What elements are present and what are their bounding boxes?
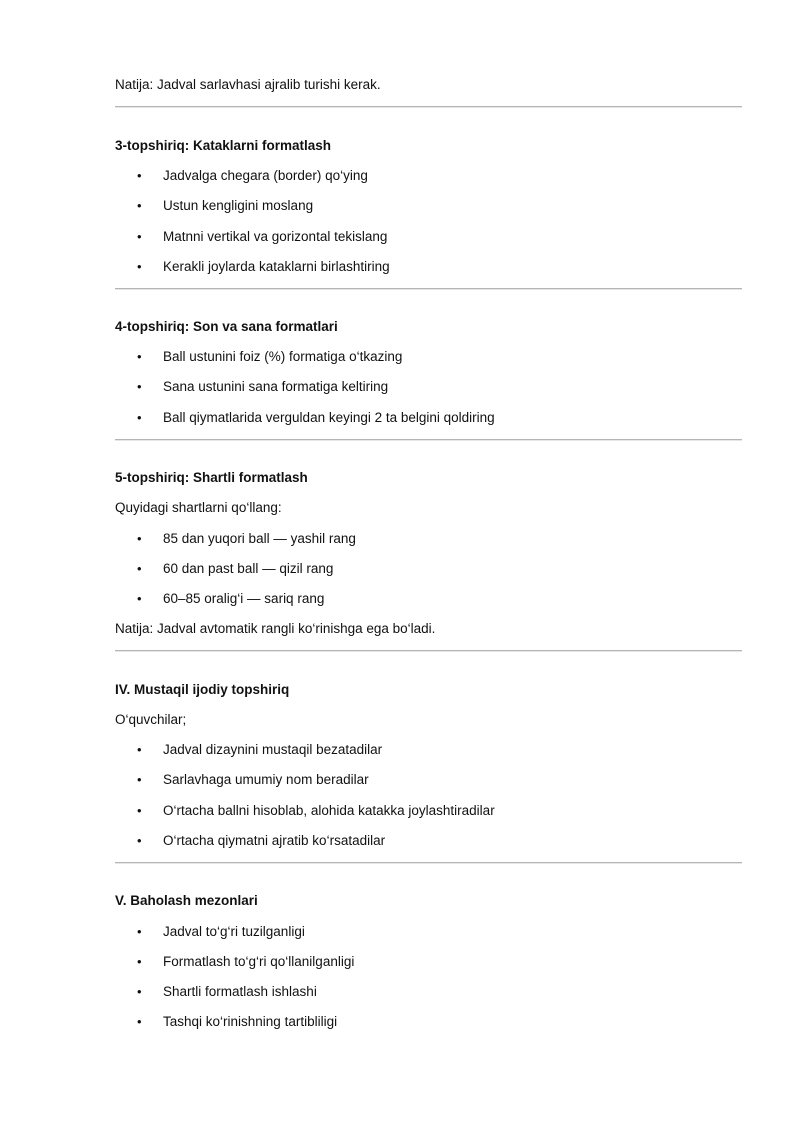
list-item xyxy=(137,197,313,215)
list-item-text: Jadval dizaynini mustaqil bezatadilar xyxy=(163,742,383,757)
list-item-text: Jadvalga chegara (border) qo‘ying xyxy=(163,168,368,183)
list-item-text: Ball qiymatlarida verguldan keyingi 2 ta belgini qoldiring xyxy=(163,410,495,425)
list-item xyxy=(137,923,305,941)
list-item xyxy=(137,771,369,789)
bullet-icon: • xyxy=(137,833,142,848)
list-item xyxy=(137,590,324,608)
bullet-icon: • xyxy=(137,1014,142,1029)
list-item-text: O‘rtacha qiymatni ajratib ko‘rsatadilar xyxy=(163,833,386,848)
bullet-icon: • xyxy=(137,198,142,213)
list-item xyxy=(137,378,388,396)
list-item-text: 85 dan yuqori ball — yashil rang xyxy=(163,531,356,546)
list-item xyxy=(137,741,382,759)
list-item xyxy=(137,953,354,971)
section-divider xyxy=(115,862,742,863)
bullet-icon: • xyxy=(137,259,142,274)
section-divider xyxy=(115,439,742,440)
list-item xyxy=(137,228,387,246)
list-item xyxy=(137,802,495,820)
bullet-icon: • xyxy=(137,591,142,606)
section5-heading: V. Baholash mezonlari xyxy=(115,893,258,908)
task5-result: Natija: Jadval avtomatik rangli ko‘rinishga ega bo‘ladi. xyxy=(115,621,436,636)
section4-intro: O‘quvchilar; xyxy=(115,712,187,727)
bullet-icon: • xyxy=(137,984,142,999)
list-item-text: 60–85 oralig‘i — sariq rang xyxy=(163,591,325,606)
task4-heading: 4-topshiriq: Son va sana formatlari xyxy=(115,319,338,334)
bullet-icon: • xyxy=(137,954,142,969)
intro-result: Natija: Jadval sarlavhasi ajralib turishi kerak. xyxy=(115,77,381,92)
list-item-text: Shartli formatlash ishlashi xyxy=(163,984,317,999)
list-item-text: Ustun kengligini moslang xyxy=(163,198,314,213)
list-item xyxy=(137,983,317,1001)
section-divider xyxy=(115,650,742,651)
list-item-text: Sana ustunini sana formatiga keltiring xyxy=(163,379,389,394)
list-item-text: O‘rtacha ballni hisoblab, alohida katakka joylashtiradilar xyxy=(163,803,495,818)
list-item xyxy=(137,560,333,578)
bullet-icon: • xyxy=(137,924,142,939)
list-item-text: Tashqi ko‘rinishning tartibliligi xyxy=(163,1014,338,1029)
bullet-icon: • xyxy=(137,742,142,757)
bullet-icon: • xyxy=(137,531,142,546)
bullet-icon: • xyxy=(137,803,142,818)
task5-heading: 5-topshiriq: Shartli formatlash xyxy=(115,470,308,485)
bullet-icon: • xyxy=(137,772,142,787)
list-item-text: 60 dan past ball — qizil rang xyxy=(163,561,334,576)
bullet-icon: • xyxy=(137,410,142,425)
list-item xyxy=(137,832,385,850)
list-item-text: Kerakli joylarda kataklarni birlashtiring xyxy=(163,259,390,274)
bullet-icon: • xyxy=(137,561,142,576)
bullet-icon: • xyxy=(137,168,142,183)
list-item xyxy=(137,409,495,427)
bullet-icon: • xyxy=(137,349,142,364)
list-item xyxy=(137,348,402,366)
list-item-text: Jadval to‘g‘ri tuzilganligi xyxy=(163,924,305,939)
section-divider xyxy=(115,106,742,107)
list-item xyxy=(137,530,356,548)
bullet-icon: • xyxy=(137,379,142,394)
list-item-text: Formatlash to‘g‘ri qo‘llanilganligi xyxy=(163,954,355,969)
section4-heading: IV. Mustaqil ijodiy topshiriq xyxy=(115,682,290,697)
task3-heading: 3-topshiriq: Kataklarni formatlash xyxy=(115,138,332,153)
list-item-text: Sarlavhaga umumiy nom beradilar xyxy=(163,772,369,787)
task5-intro: Quyidagi shartlarni qo‘llang: xyxy=(115,500,282,515)
list-item xyxy=(137,167,368,185)
list-item-text: Matnni vertikal va gorizontal tekislang xyxy=(163,229,388,244)
bullet-icon: • xyxy=(137,229,142,244)
list-item-text: Ball ustunini foiz (%) formatiga o‘tkazing xyxy=(163,349,403,364)
section-divider xyxy=(115,288,742,289)
list-item xyxy=(137,258,390,276)
list-item xyxy=(137,1013,337,1031)
